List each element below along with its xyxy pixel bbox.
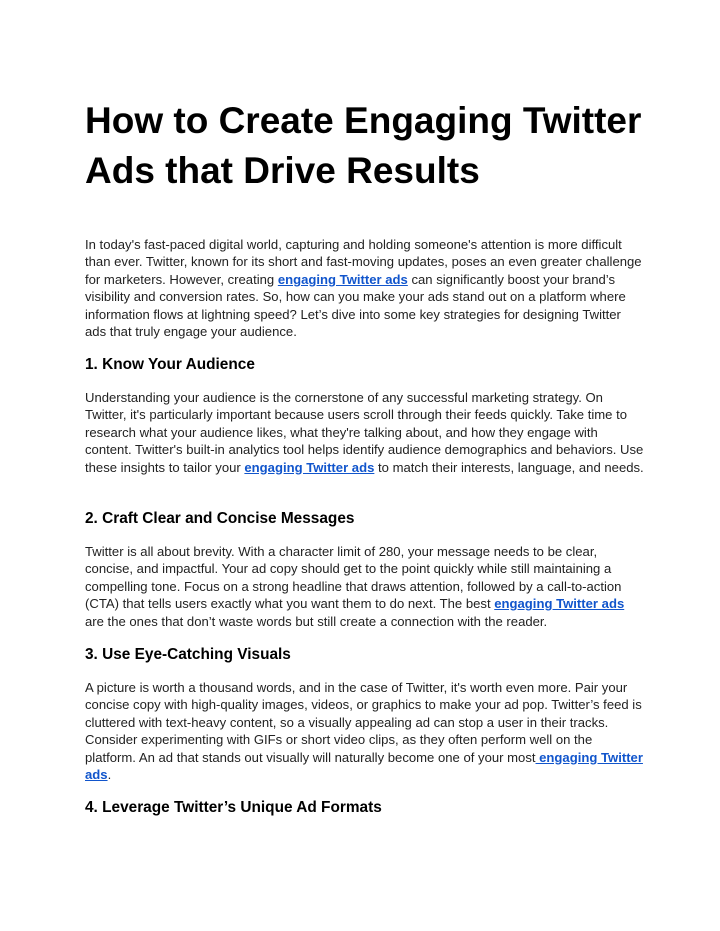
section-2-link[interactable]: engaging Twitter ads (494, 596, 625, 612)
section-1-text-after-link: to match their interests, language, and needs. (374, 459, 644, 475)
section-paragraph-eye-catching-visuals (85, 679, 645, 783)
section-1-text-before-link: Understanding your audience is the cornerstone of any successful marketing strategy. On Twitter, it's particularly important because users scroll through their feeds quickly. Take time to research what your audience likes, what they're talking about, and how they engage with content. Twitter's built-in analytics tool helps identify audience demographics and behaviors. Use these insights to tailor your (85, 390, 644, 475)
intro-text-before-link: In today's fast-paced digital world, capturing and holding someone's attention is more difficult than ever. Twitter, known for its short and fast-moving updates, poses an even greater challenge for marketers. However, creating (85, 237, 642, 287)
section-3-text-after-link: . (107, 767, 112, 783)
section-3-text-before-link: A picture is worth a thousand words, and in the case of Twitter, it's worth even more. Pair your concise copy with high-quality images, videos, or graphics to make your ad pop. Twitter’s feed is cluttered with text-heavy content, so a visually appealing ad can stop a user in their tracks. Consider experimenting with GIFs or short video clips, as they often perform well on the platform. An ad that stands out visually will naturally become one of your most (85, 680, 642, 765)
section-heading-eye-catching-visuals: 3. Use Eye-Catching Visuals (85, 646, 291, 663)
document-title: How to Create Engaging Twitter Ads that Drive Results (85, 100, 642, 191)
section-1-link[interactable]: engaging Twitter ads (244, 459, 375, 475)
section-2-text-before-link: Twitter is all about brevity. With a character limit of 280, your message needs to be clear, concise, and impactful. Your ad copy should get to the point quickly while still maintaining a compelling tone. Focus on a strong headline that draws attention, followed by a call-to-action (CTA) that tells users exactly what you want them to do next. The best (85, 544, 622, 612)
section-heading-unique-ad-formats: 4. Leverage Twitter’s Unique Ad Formats (85, 799, 382, 816)
section-heading-know-your-audience: 1. Know Your Audience (85, 356, 255, 373)
section-2-text-after-link: are the ones that don’t waste words but still create a connection with the reader. (85, 613, 548, 629)
intro-link[interactable]: engaging Twitter ads (277, 271, 408, 287)
section-paragraph-craft-clear-messages (85, 543, 645, 630)
intro-text-after-link: can significantly boost your brand’s visibility and conversion rates. So, how can you make your ads stand out on a platform where information flows at lightning speed? Let’s dive into some key strategies for designing Twitter ads that truly engage your audience. (85, 271, 626, 340)
intro-paragraph (85, 236, 645, 340)
section-heading-craft-clear-messages: 2. Craft Clear and Concise Messages (85, 510, 355, 527)
section-3-link[interactable]: engaging Twitter ads (85, 749, 643, 783)
section-paragraph-know-your-audience (85, 389, 645, 476)
